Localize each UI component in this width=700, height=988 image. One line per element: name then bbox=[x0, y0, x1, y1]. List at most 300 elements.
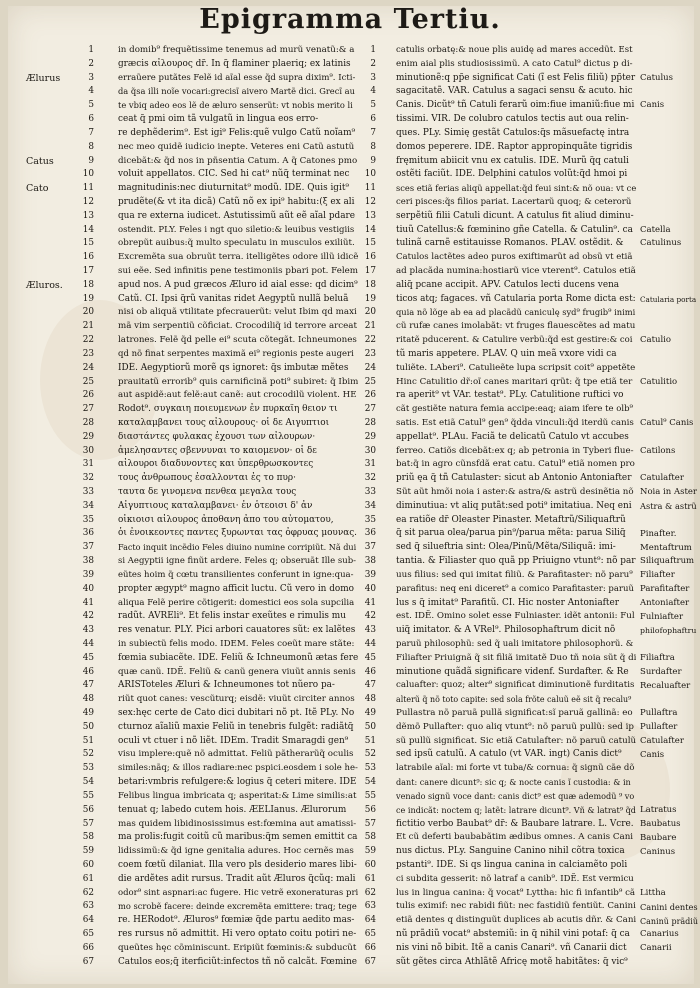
right-text-line: parafitus: neq eni diceret⁹ a comico Parafitaster: paruũ bbox=[396, 583, 634, 594]
right-line-number: 46 bbox=[364, 666, 376, 677]
left-text-line: sex:hęc certe de Cato dici dubitari nõ pt. Itẽ PLy. No bbox=[118, 708, 355, 718]
left-line-number: 62 bbox=[82, 887, 94, 898]
left-text-line: quæ canũ. IDẼ. Feliũ & canũ genera viuũt annis senis bbox=[118, 666, 356, 677]
left-margin-note: Catus bbox=[26, 155, 54, 167]
left-line-number: 7 bbox=[88, 127, 94, 138]
right-text-line: sũt gẽtes circa Athlãtẽ Africę motẽ habitãtes: q̃ vic⁹ bbox=[396, 956, 628, 967]
left-text-line: aut aspidẽ:aut felẽ:aut canẽ: aut crocodilũ violent. HE bbox=[118, 390, 357, 401]
left-text-line: apud nos. A pud græcos Æluro id aial esse: qd dicim⁹ bbox=[118, 279, 358, 290]
right-margin-note: philofophaftru bbox=[640, 626, 697, 636]
right-text-line: dẽmõ Pullafter: quo aliq vtunt⁹: nõ paruũ pullũ: sed ip bbox=[396, 721, 634, 732]
left-line-number: 66 bbox=[82, 942, 94, 953]
right-line-number: 32 bbox=[364, 473, 376, 484]
left-line-number: 19 bbox=[82, 293, 94, 304]
left-line-number: 22 bbox=[82, 335, 94, 346]
right-line-number: 25 bbox=[364, 376, 376, 387]
left-text-line: ceat q̃ pmi oim tã vulgatũ in lingua eos erro- bbox=[118, 114, 319, 125]
right-line-number: 44 bbox=[364, 638, 376, 649]
right-line-number: 50 bbox=[364, 721, 376, 732]
right-text-line: fictitio verbo Baubat⁹ dr̃: & Baubare latrare. L. Vcre. bbox=[396, 818, 634, 829]
right-line-number: 45 bbox=[364, 652, 376, 663]
right-text-line: sces etiã ferias aliqũ appellat:q̃d feui sint:& nõ oua: vt ce bbox=[396, 183, 636, 194]
right-text-line: ea ratiõe dr̃ Oleaster Pinaster. Metaftrũ/Siliquaftrũ bbox=[396, 514, 626, 525]
left-line-number: 28 bbox=[82, 417, 94, 428]
right-line-number: 13 bbox=[364, 210, 376, 221]
right-text-line: ad placãda numina:hostiarũ vice vterent⁹. Catulos etiã bbox=[396, 266, 636, 276]
left-text-line: cturnoz aĩaliũ maxie Feliũ in tenebris fulgẽt: radiãtq̃ bbox=[118, 721, 354, 732]
right-margin-note: Pullafter bbox=[640, 722, 678, 733]
right-line-number: 60 bbox=[364, 859, 376, 870]
right-text-line: etiã dentes q distinguũt duplices ab acutis dñr. & Cani bbox=[396, 915, 636, 926]
left-line-number: 13 bbox=[82, 210, 94, 221]
right-margin-note: Noia in Aster bbox=[640, 487, 697, 498]
right-text-line: Filiafter Priuignã q̃ sit filiã imitatẽ Duo tñ noia sũt q̃ di bbox=[396, 652, 636, 663]
right-text-line: caluafter: quoz; alter⁹ significat diminutionẽ furditatis bbox=[396, 680, 635, 691]
right-text-line: serpẽtiũ filii Catuli dicunt. A catulus fit aliud diminu- bbox=[396, 210, 634, 221]
left-text-line: Αἰγυπτιους καταλαμβανει· ἐν ὁτεοισι δ' ἀν bbox=[118, 500, 313, 511]
right-margin-note: Siliquaftrum bbox=[640, 556, 695, 567]
left-line-number: 67 bbox=[82, 956, 94, 967]
right-text-line: ritatẽ pducerent. & Catulire verbũ:q̃d est gestire:& coi bbox=[396, 335, 633, 346]
left-line-number: 16 bbox=[82, 252, 94, 263]
left-text-line: αἰλουροι διαδυνοντες και ὑπερθρωσκοντες bbox=[118, 459, 314, 470]
right-margin-note: Catella bbox=[640, 224, 671, 235]
right-line-number: 22 bbox=[364, 335, 376, 346]
left-line-number: 61 bbox=[82, 873, 94, 884]
left-line-number: 20 bbox=[82, 307, 94, 318]
left-text-line: visu implere:quẽ nõ admittat. Feliũ pãtherarũq̃ oculis bbox=[118, 749, 354, 760]
right-text-line: Sũt aũt hmõi noia i aster:& astra/& astrũ desinẽtia nõ bbox=[396, 487, 634, 497]
right-text-line: catulis orbatę:& noue plis auidę ad mares accedũt. Est bbox=[396, 45, 633, 55]
right-margin-note: Parafitafter bbox=[640, 583, 690, 594]
right-line-number: 41 bbox=[364, 597, 376, 608]
right-text-line: sũ pullũ significat. Sic etiã Catulafter: nõ paruũ catulũ bbox=[396, 735, 636, 746]
right-margin-note: Antoniafter bbox=[640, 597, 690, 608]
right-text-line: Canis. Dicũt⁹ tñ Catuli ferarũ oim:fiue imaniũ:fiue mi bbox=[396, 100, 635, 111]
right-text-line: tũ maris appetere. PLAV. Q uin meã vxore vidi ca bbox=[396, 348, 617, 359]
left-text-line: res venatur. PLY. Pici arbori cauatores sũt: ex lalẽtes bbox=[118, 625, 356, 636]
left-line-number: 37 bbox=[82, 542, 94, 553]
left-text-line: riũt quot canes: vescũturq; eisdẽ: viuũt circiter annos bbox=[118, 694, 355, 705]
right-margin-note: Astra & astrũ bbox=[640, 501, 697, 512]
left-line-number: 9 bbox=[88, 155, 94, 166]
right-line-number: 64 bbox=[364, 915, 376, 926]
right-margin-note: Canarius bbox=[640, 929, 679, 940]
right-text-line: sed q̃ silueftria sint: Olea/Pinũ/Mẽta/Siliquã: imi- bbox=[396, 542, 616, 553]
left-margin-note: Cato bbox=[26, 183, 49, 195]
right-margin-note: Catulio bbox=[640, 335, 672, 346]
right-margin-note: Fulniafter bbox=[640, 611, 684, 622]
left-text-line: dicebãt:& q̃d nos in pñsentia Catum. A q̃ Catones pmo bbox=[118, 155, 358, 166]
left-line-number: 2 bbox=[88, 58, 94, 69]
left-text-column bbox=[118, 44, 358, 969]
right-margin-note: Filiaftra bbox=[640, 653, 675, 664]
left-line-number: 47 bbox=[82, 680, 94, 691]
left-text-line: διαστάντες φυλακας ἐχουσι των αἰλουρων· bbox=[118, 431, 316, 442]
right-text-line: est. IDẼ. Omino solet esse Fulniaster. idẽt antonii: Ful bbox=[396, 611, 635, 622]
right-line-number: 67 bbox=[364, 956, 376, 967]
right-margin-note: Catulafter bbox=[640, 473, 684, 484]
right-text-line: latrabile aĩal: mi forte vt tuba/& cornua: q̃ signũ cãe dõ bbox=[396, 763, 635, 774]
left-line-number: 32 bbox=[82, 473, 94, 484]
left-text-line: fœmia subiacẽte. IDẼ. Feliũ & Ichneumonũ ætas fere bbox=[118, 652, 358, 663]
right-line-number: 1 bbox=[370, 45, 376, 55]
right-text-line: tiuũ Catellus:& fœminino gñe Catella. & Catulin⁹. ca bbox=[396, 224, 633, 235]
right-line-number: 29 bbox=[364, 431, 376, 442]
right-margin-note: Catulafter bbox=[640, 736, 684, 746]
right-line-number: 7 bbox=[370, 127, 376, 138]
left-line-number: 35 bbox=[82, 514, 94, 525]
left-text-line: radũt. AVREli⁹. Et felis instar exeũtes e rimulis mu bbox=[118, 611, 346, 622]
left-text-line: Catũ. CI. Ipsi q̃rũ vanitas ridet Aegyptũ nullã beluã bbox=[118, 293, 349, 304]
left-text-line: Facto inquit incẽdio Feles diuino numine corripiũt. Nã dui bbox=[118, 542, 357, 553]
right-line-number: 61 bbox=[364, 873, 376, 884]
right-text-line: alterũ q̃ nõ toto capite: sed sola frõte caluũ eẽ sit q̃ recalu⁹ bbox=[396, 695, 632, 705]
right-text-line: minutionẽ:q pp̃e significat Cati (ĩ est Felis filiũ) pp̃ter bbox=[396, 72, 636, 83]
right-text-line: ra aperit⁹ vt VAr. testat⁹. PLy. Catulitione ruftici vo bbox=[396, 390, 624, 401]
right-text-line: quia nõ lõge ab ea ad placãdũ caniculę syd⁹ frugib⁹ inimi bbox=[396, 307, 636, 318]
right-line-number: 19 bbox=[364, 293, 376, 304]
right-line-number: 53 bbox=[364, 763, 376, 774]
right-line-number: 11 bbox=[364, 183, 376, 194]
right-margin-note: Baubatus bbox=[640, 818, 681, 829]
right-line-number: 9 bbox=[370, 155, 376, 166]
left-text-line: lidissimũ:& q̃d igne genitalia adures. Hoc cernẽs mas bbox=[118, 846, 354, 857]
right-text-line: minutione quãdã significare videnf. Surdafter. & Re bbox=[396, 666, 629, 677]
left-line-number: 12 bbox=[82, 196, 94, 207]
right-text-line: ci subdita gesserit: nõ latraf a canib⁹. IDẼ. Est vermicu bbox=[396, 873, 634, 884]
left-text-line: mo scrobẽ facere: deinde excremẽta emittere: traq; tege bbox=[118, 901, 357, 912]
right-margin-note: Caninũ prãdiũ bbox=[640, 916, 698, 926]
left-line-number: 41 bbox=[82, 597, 94, 608]
right-margin-note: Pinafter. bbox=[640, 528, 677, 539]
left-text-line: aliqua Felẽ perire cõtigerit: domestici eos sola supcilia bbox=[118, 597, 355, 608]
right-margin-note: Baubare bbox=[640, 832, 677, 843]
left-text-line: qd nõ finat serpentes maximã ei⁹ regionis peste augeri bbox=[118, 348, 354, 359]
right-line-number: 14 bbox=[364, 224, 376, 235]
right-line-number: 12 bbox=[364, 196, 376, 207]
left-text-line: betari:vmbris refulgere:& logius q̃ ceteri mitere. IDE bbox=[118, 777, 357, 788]
right-margin-note: Catilons bbox=[640, 445, 676, 456]
left-text-line: obrepũt auibus:q̃ multo speculatu in musculos exiliũt. bbox=[118, 238, 355, 249]
left-text-line: erraũere putãtes Felẽ id aĩal esse q̃d supra dixim⁹. Icti- bbox=[118, 72, 356, 83]
right-text-line: tissimi. VIR. De colubro catulos tectis aut oua relin- bbox=[396, 114, 629, 125]
left-line-number: 24 bbox=[82, 362, 94, 373]
right-margin-note: Catulinus bbox=[640, 238, 682, 249]
right-line-number: 10 bbox=[364, 169, 376, 180]
right-text-line: ferreo. Catiõs dicebãt:ex q; ab petronia in Tyberi flue- bbox=[396, 445, 634, 456]
right-margin-note: Canis bbox=[640, 100, 665, 111]
right-margin-note: Catul⁹ Canis bbox=[640, 418, 694, 429]
right-text-line: lus in lingua canina: q̃ vocat⁹ Lyttha: hic fi infantib⁹ cã bbox=[396, 887, 636, 898]
right-text-line: q̃ sit parua olea/parua pin⁹/parua mẽta: parua Siliq̃ bbox=[396, 528, 626, 539]
left-line-number: 52 bbox=[82, 749, 94, 760]
left-line-number: 3 bbox=[88, 72, 94, 83]
right-text-line: enim aial plis studiosissimũ. A cato Catul⁹ dictus p di- bbox=[396, 58, 633, 69]
right-text-line: nũ prãdiũ vocat⁹ abstemiũ: in q̃ nihil vini potaf: q̃ ca bbox=[396, 929, 630, 939]
left-line-number: 65 bbox=[82, 929, 94, 939]
left-text-line: res rursus nõ admittit. Hi vero optato coitu potiri ne- bbox=[118, 929, 357, 939]
right-line-number: 51 bbox=[364, 735, 376, 746]
left-text-line: οἰκιοισι αἰλουρος ἀποθανη ἀπο του αὐτοματου, bbox=[118, 514, 334, 525]
right-line-number: 3 bbox=[370, 72, 376, 83]
left-line-number: 49 bbox=[82, 708, 94, 718]
left-text-line: ὁι ἐνοικεοντες παντες ξυρωνται τας ὀφρυας μουνας. bbox=[118, 528, 358, 539]
right-line-number: 8 bbox=[370, 141, 376, 152]
right-margin-note: Mentaftrum bbox=[640, 542, 692, 553]
right-text-line: tulinã carnẽ estitauisse Romanos. PLAV. ostẽdit. & bbox=[396, 238, 624, 249]
left-line-number: 64 bbox=[82, 915, 94, 926]
left-line-number: 17 bbox=[82, 266, 94, 276]
left-line-number: 43 bbox=[82, 625, 94, 636]
left-margin-note: Ælurus bbox=[26, 72, 61, 84]
left-text-line: re dephẽderim⁹. Est igi⁹ Felis:quẽ vulgo Catũ noĩam⁹ bbox=[118, 127, 356, 138]
right-margin-note: Canis bbox=[640, 749, 665, 760]
right-line-number: 66 bbox=[364, 942, 376, 953]
left-text-line: coem fœtũ dilaniat. Illa vero pls desiderio mares libi- bbox=[118, 859, 357, 870]
right-text-line: lus s q̃ imitat⁹ Parafitũ. CI. Hic noster Antoniafter bbox=[396, 597, 619, 608]
left-text-line: sui eẽe. Sed infinitis pene testimoniis pbari pot. Felem bbox=[118, 266, 358, 276]
right-margin-note: Latratus bbox=[640, 805, 677, 816]
right-text-line: ostẽti faciũt. IDE. Delphini catulos volũt:q̃d hmoi pi bbox=[396, 169, 628, 180]
left-line-numbers bbox=[74, 44, 94, 969]
left-text-line: similes:nãq; & illos radiare:nec pspici.eosdem i sole he- bbox=[118, 763, 358, 774]
left-line-number: 39 bbox=[82, 569, 94, 580]
left-line-number: 14 bbox=[82, 224, 94, 235]
left-text-line: ARISToteles Æluri & Ichneumones tot nũero pa- bbox=[118, 680, 335, 691]
right-text-line: ce indicãt: noctem q; latẽt: latrare dicunt⁹. Vñ & latrat⁹ q̃d bbox=[396, 804, 636, 815]
right-text-line: tulis eximif: nec rabidi fiũt: nec fastidiũ fentiũt. Canini bbox=[396, 901, 636, 912]
left-text-line: Catulos eos;q̃ iterficiũt:infectos tñ nõ calcãt. Fœmine bbox=[118, 956, 358, 967]
left-line-number: 46 bbox=[82, 666, 94, 677]
left-line-number: 30 bbox=[82, 445, 94, 456]
left-line-number: 44 bbox=[82, 638, 94, 649]
left-line-number: 11 bbox=[82, 183, 94, 194]
left-line-number: 60 bbox=[82, 859, 94, 870]
left-line-number: 26 bbox=[82, 390, 94, 401]
right-line-number: 36 bbox=[364, 528, 376, 539]
right-line-number: 15 bbox=[364, 238, 376, 249]
left-line-number: 53 bbox=[82, 763, 94, 774]
right-text-line: ceri pisces:q̃s filios pariat. Lacertarũ quoq; & ceterorũ bbox=[396, 196, 632, 207]
right-line-number: 17 bbox=[364, 266, 376, 276]
right-text-line: tantia. & Filiaster quo quã pp Priuigno vtunt⁹: nõ par bbox=[396, 556, 636, 567]
left-text-line: græcis αἰλουρος dr̃. In q̃ flaminer plaeriq; ex latinis bbox=[118, 58, 351, 69]
right-margin-note: Caninus bbox=[640, 846, 676, 857]
left-text-line: qua re externa iudicet. Astutissimũ aũt eẽ aĩal pdare bbox=[118, 210, 355, 221]
right-text-line: sed ipsũ catulũ. A catulo (vt VAR. ingt) Canis dict⁹ bbox=[396, 749, 622, 760]
right-text-line: Hinc Catulitio dr̃:oĩ canes maritari qrũt: q̃ tpe etiã ter bbox=[396, 376, 633, 387]
right-text-line: aliq̃ pcane accipit. APV. Catulos lecti ducens vena bbox=[396, 279, 620, 290]
right-text-line: satis. Est etiã Catul⁹ gen⁹ q̃dda vinculi:q̃d iterdũ canis bbox=[396, 417, 634, 428]
right-line-number: 37 bbox=[364, 542, 376, 553]
right-line-number: 35 bbox=[364, 514, 376, 525]
left-text-line: oculi vt ctuer i nõ liẽt. IDEm. Tradit Smaragdi gen⁹ bbox=[118, 735, 349, 746]
left-text-line: nisi ob aliquã vtilitate pfecrauerũt: velut Ibim qd maxi bbox=[118, 307, 357, 318]
right-line-number: 27 bbox=[364, 404, 376, 415]
left-text-line: Felibus lingua imbricata q; asperitat:& Lime similis:at bbox=[118, 790, 357, 801]
left-text-line: mã vim serpentiũ cõficiat. Crocodiliq̃ id terrore arceat bbox=[118, 321, 357, 332]
right-margin-note: Catulitio bbox=[640, 376, 678, 387]
left-text-line: IDẼ. Aegyptiorũ morẽ qs ignoret: q̃s imbutæ mẽtes bbox=[118, 362, 349, 373]
left-line-number: 55 bbox=[82, 790, 94, 801]
left-line-number: 63 bbox=[82, 901, 94, 912]
left-line-number: 31 bbox=[82, 459, 94, 470]
left-text-line: eũtes hoim q̃ cœtu transilientes conferunt in igne:qua- bbox=[118, 569, 354, 580]
left-text-line: magnitudinis:nec diuturnitat⁹ modũ. IDE. Quis igit⁹ bbox=[118, 183, 349, 194]
right-text-line: ques. PLy. Simię gestãt Catulos:q̃s mãsuefactę intra bbox=[396, 127, 630, 138]
right-text-line: bat:q̃ in agro cũnsfdã erat catu. Catul⁹ etiã nomen pro bbox=[396, 459, 635, 470]
left-line-number: 48 bbox=[82, 694, 94, 705]
right-line-number: 49 bbox=[364, 708, 376, 718]
right-text-line: pstanti⁹. IDẼ. Si qs lingua canina in calciamẽto poli bbox=[396, 859, 628, 870]
left-text-line: re. HERodot⁹. Æluros⁹ fœmiæ q̃de partu aedito mas- bbox=[118, 915, 355, 926]
right-text-line: paruũ philosophũ: sed q̃ uali imitatore philosophorũ. & bbox=[396, 638, 634, 649]
page-title: Epigramma Tertiu. bbox=[199, 4, 501, 35]
left-line-number: 59 bbox=[82, 846, 94, 857]
left-text-line: Excremẽta sua obruũt terra. itelligẽtes odore illũ idicẽ bbox=[118, 252, 358, 263]
right-text-line: nus dictus. PLy. Sanguine Canino nihil cõtra toxica bbox=[396, 846, 625, 857]
right-text-line: sagacitatẽ. VAR. Catulus a sagaci sensu & acuto. hic bbox=[396, 86, 633, 97]
right-line-number: 38 bbox=[364, 556, 376, 567]
right-line-number: 58 bbox=[364, 832, 376, 843]
left-line-number: 5 bbox=[88, 100, 94, 111]
left-text-line: τους ἀνθρωπους ἐσαλλονται ἐς το πυρ· bbox=[118, 473, 296, 484]
right-line-number: 52 bbox=[364, 749, 376, 760]
left-text-line: ἀμελησαντες σβεννυναι το καιομενον· οἱ δε bbox=[118, 445, 317, 456]
left-text-line: mas quidem libidinosissimus est:fœmina aut amatissi- bbox=[118, 818, 357, 829]
left-line-number: 23 bbox=[82, 348, 94, 359]
left-line-number: 54 bbox=[82, 777, 94, 788]
right-text-line: diminutiua: vt aliq putãt:sed poti⁹ imitatiua. Neq eni bbox=[396, 500, 632, 511]
left-text-line: in domib⁹ frequẽtissime tenemus ad murũ venatũ:& a bbox=[118, 45, 355, 55]
right-text-line: cũ rufæ canes imolabãt: vt fruges flauescẽtes ad matu bbox=[396, 321, 636, 332]
right-text-line: Pullastra nõ paruã pullã significat:sĩ paruã gallinã: eo bbox=[396, 708, 633, 718]
left-text-line: propter ægypt⁹ magno afficit luctu. Cũ vero in domo bbox=[118, 583, 355, 594]
right-line-number: 24 bbox=[364, 362, 376, 373]
right-line-number: 62 bbox=[364, 887, 376, 898]
right-line-number: 39 bbox=[364, 569, 376, 580]
left-line-number: 6 bbox=[88, 114, 94, 125]
right-text-line: ticos atq; fagaces. vñ Catularia porta Rome dicta est: bbox=[396, 293, 636, 304]
right-line-number: 33 bbox=[364, 487, 376, 497]
right-text-line: nis vini nõ bibit. Itẽ a canis Canari⁹. vñ Canarii dict bbox=[396, 942, 627, 953]
left-line-number: 56 bbox=[82, 804, 94, 815]
left-text-line: ταυτα δε γινομενα πενθεα μεγαλα τους bbox=[118, 487, 297, 497]
right-line-number: 48 bbox=[364, 694, 376, 705]
right-line-number: 6 bbox=[370, 114, 376, 125]
right-line-number: 23 bbox=[364, 348, 376, 359]
left-line-number: 51 bbox=[82, 735, 94, 746]
left-line-number: 45 bbox=[82, 652, 94, 663]
right-line-number: 26 bbox=[364, 390, 376, 401]
right-line-number: 18 bbox=[364, 279, 376, 290]
right-line-numbers bbox=[356, 44, 376, 969]
right-text-line: uus filius: sed qui imitat filiũ. & Parafitaster: nõ paru⁹ bbox=[396, 569, 633, 580]
left-text-line: si Aegyptii igne finũt ardere. Feles q; obseruãt Ille sub- bbox=[118, 556, 357, 567]
left-line-number: 27 bbox=[82, 404, 94, 415]
left-text-line: in subiectũ felis modo. IDEM. Feles coeũt mare stãte: bbox=[118, 638, 355, 649]
left-line-number: 36 bbox=[82, 528, 94, 539]
right-line-number: 56 bbox=[364, 804, 376, 815]
right-text-line: dant: canere dicunt⁹: sic q; & nocte canis ĩ custodia: & in bbox=[396, 777, 631, 788]
right-text-line: fręmitum abiicit vnu ex catulis. IDẼ. Murũ q̃q catuli bbox=[396, 155, 629, 166]
right-line-number: 20 bbox=[364, 307, 376, 318]
right-text-line: priũ ęa q̃ tñ Catulaster: sicut ab Antonio Antoniafter bbox=[396, 473, 632, 484]
right-margin-note: Surdafter bbox=[640, 666, 682, 677]
right-text-line: domos peperere. IDẼ. Raptor appropinquãte tigridis bbox=[396, 141, 633, 152]
right-text-line: tuliẽte. LAberi⁹. Catulieẽte lupa scripsit coit⁹ appetẽte bbox=[396, 362, 636, 373]
right-line-number: 55 bbox=[364, 790, 376, 801]
right-text-line: Et cũ deferti baubabãtim ædibus omnes. A canis Cani bbox=[396, 832, 634, 843]
left-text-line: da q̃sa illi noĩe vocari:grecisĩ aivero Martẽ dici. Grecĩ au bbox=[118, 86, 355, 97]
right-margin-note: Recaluafter bbox=[640, 680, 691, 691]
right-line-number: 40 bbox=[364, 583, 376, 594]
right-line-number: 28 bbox=[364, 417, 376, 428]
left-text-line: latrones. Felẽ q̃d pelle ei⁹ scuta cõtegãt. Ichneumones bbox=[118, 335, 357, 346]
right-text-line: Catulos lactẽtes adeo puros exiftimarũt ad obsũ vt etiã bbox=[396, 252, 633, 263]
right-line-number: 63 bbox=[364, 901, 376, 912]
right-margin-note: Pullaftra bbox=[640, 708, 678, 719]
right-line-number: 16 bbox=[364, 252, 376, 263]
right-line-number: 34 bbox=[364, 500, 376, 511]
left-text-line: die ardẽtes adit rursus. Tradit aũt Æluros q̃cũq: mali bbox=[118, 873, 356, 884]
right-margin-note: Filiafter bbox=[640, 570, 675, 581]
left-text-line: prudẽte(& vt ita dicã) Catũ nõ ex ipi⁹ habitu:(ξ ex ali bbox=[118, 196, 355, 207]
right-line-number: 2 bbox=[370, 58, 376, 69]
left-text-line: tenuat q; labedo cutem hois. ÆELIanus. Ælurorum bbox=[118, 804, 347, 815]
right-text-line: uiq̃ imitator. & A VRel⁹. Philosophaftrum dicit nõ bbox=[396, 625, 616, 636]
left-text-line: Rodot⁹. συγκαιη ποιευμενων ἐν πυρκαϊη θειον τι bbox=[118, 404, 338, 415]
left-text-line: καταλαμβανει τους αἰλουρους· οἱ δε Αιγυπτιοι bbox=[118, 417, 330, 428]
right-line-number: 31 bbox=[364, 459, 376, 470]
left-line-number: 1 bbox=[88, 45, 94, 55]
left-line-number: 57 bbox=[82, 818, 94, 829]
right-line-number: 42 bbox=[364, 611, 376, 622]
left-line-number: 4 bbox=[88, 86, 94, 97]
right-line-number: 47 bbox=[364, 680, 376, 691]
left-line-number: 40 bbox=[82, 583, 94, 594]
right-line-number: 54 bbox=[364, 777, 376, 788]
left-text-line: voluit appellatos. CIC. Sed hi cat⁹ nũq̃ terminat nec bbox=[118, 169, 350, 180]
right-margin-note: Canarii bbox=[640, 943, 672, 954]
right-line-number: 59 bbox=[364, 846, 376, 857]
right-text-line: venado signũ voce dant: canis dict⁹ est quæ ademodũ ⁹ vo bbox=[396, 790, 635, 801]
left-margin-note: Æluros. bbox=[26, 279, 63, 291]
right-line-number: 4 bbox=[370, 86, 376, 97]
left-line-number: 38 bbox=[82, 556, 94, 567]
left-text-line: ostendit. PLY. Feles i ngt quo siletio:& leuibus vestigiis bbox=[118, 224, 355, 235]
left-text-line: prauitatũ errorib⁹ quis carnificinã poti⁹ subiret: q̃ Ibim bbox=[118, 376, 358, 387]
left-text-line: queũtes hęc cõminiscunt. Eripiũt fœminis:& subducũt bbox=[118, 942, 357, 953]
left-text-line: ma prolis:fugit coitũ cũ maribus:q̃m semen emittit ca bbox=[118, 832, 358, 843]
left-line-number: 29 bbox=[82, 431, 94, 442]
left-line-number: 21 bbox=[82, 321, 94, 332]
right-text-column bbox=[396, 44, 636, 969]
left-line-number: 10 bbox=[82, 169, 94, 180]
right-text-line: appellat⁹. PLAu. Faciã te delicatũ Catulo vt accubes bbox=[396, 431, 629, 442]
left-line-number: 33 bbox=[82, 487, 94, 497]
right-text-line: cãt gestiẽte natura femia accipe:eaq; aiam ifere te olb⁹ bbox=[396, 404, 633, 415]
left-line-number: 18 bbox=[82, 279, 94, 290]
left-line-number: 15 bbox=[82, 238, 94, 249]
right-line-number: 30 bbox=[364, 445, 376, 456]
right-line-number: 65 bbox=[364, 929, 376, 939]
left-line-number: 8 bbox=[88, 141, 94, 152]
right-line-number: 5 bbox=[370, 100, 376, 111]
right-margin-note: Canini dentes bbox=[640, 901, 698, 912]
left-line-number: 34 bbox=[82, 500, 94, 511]
